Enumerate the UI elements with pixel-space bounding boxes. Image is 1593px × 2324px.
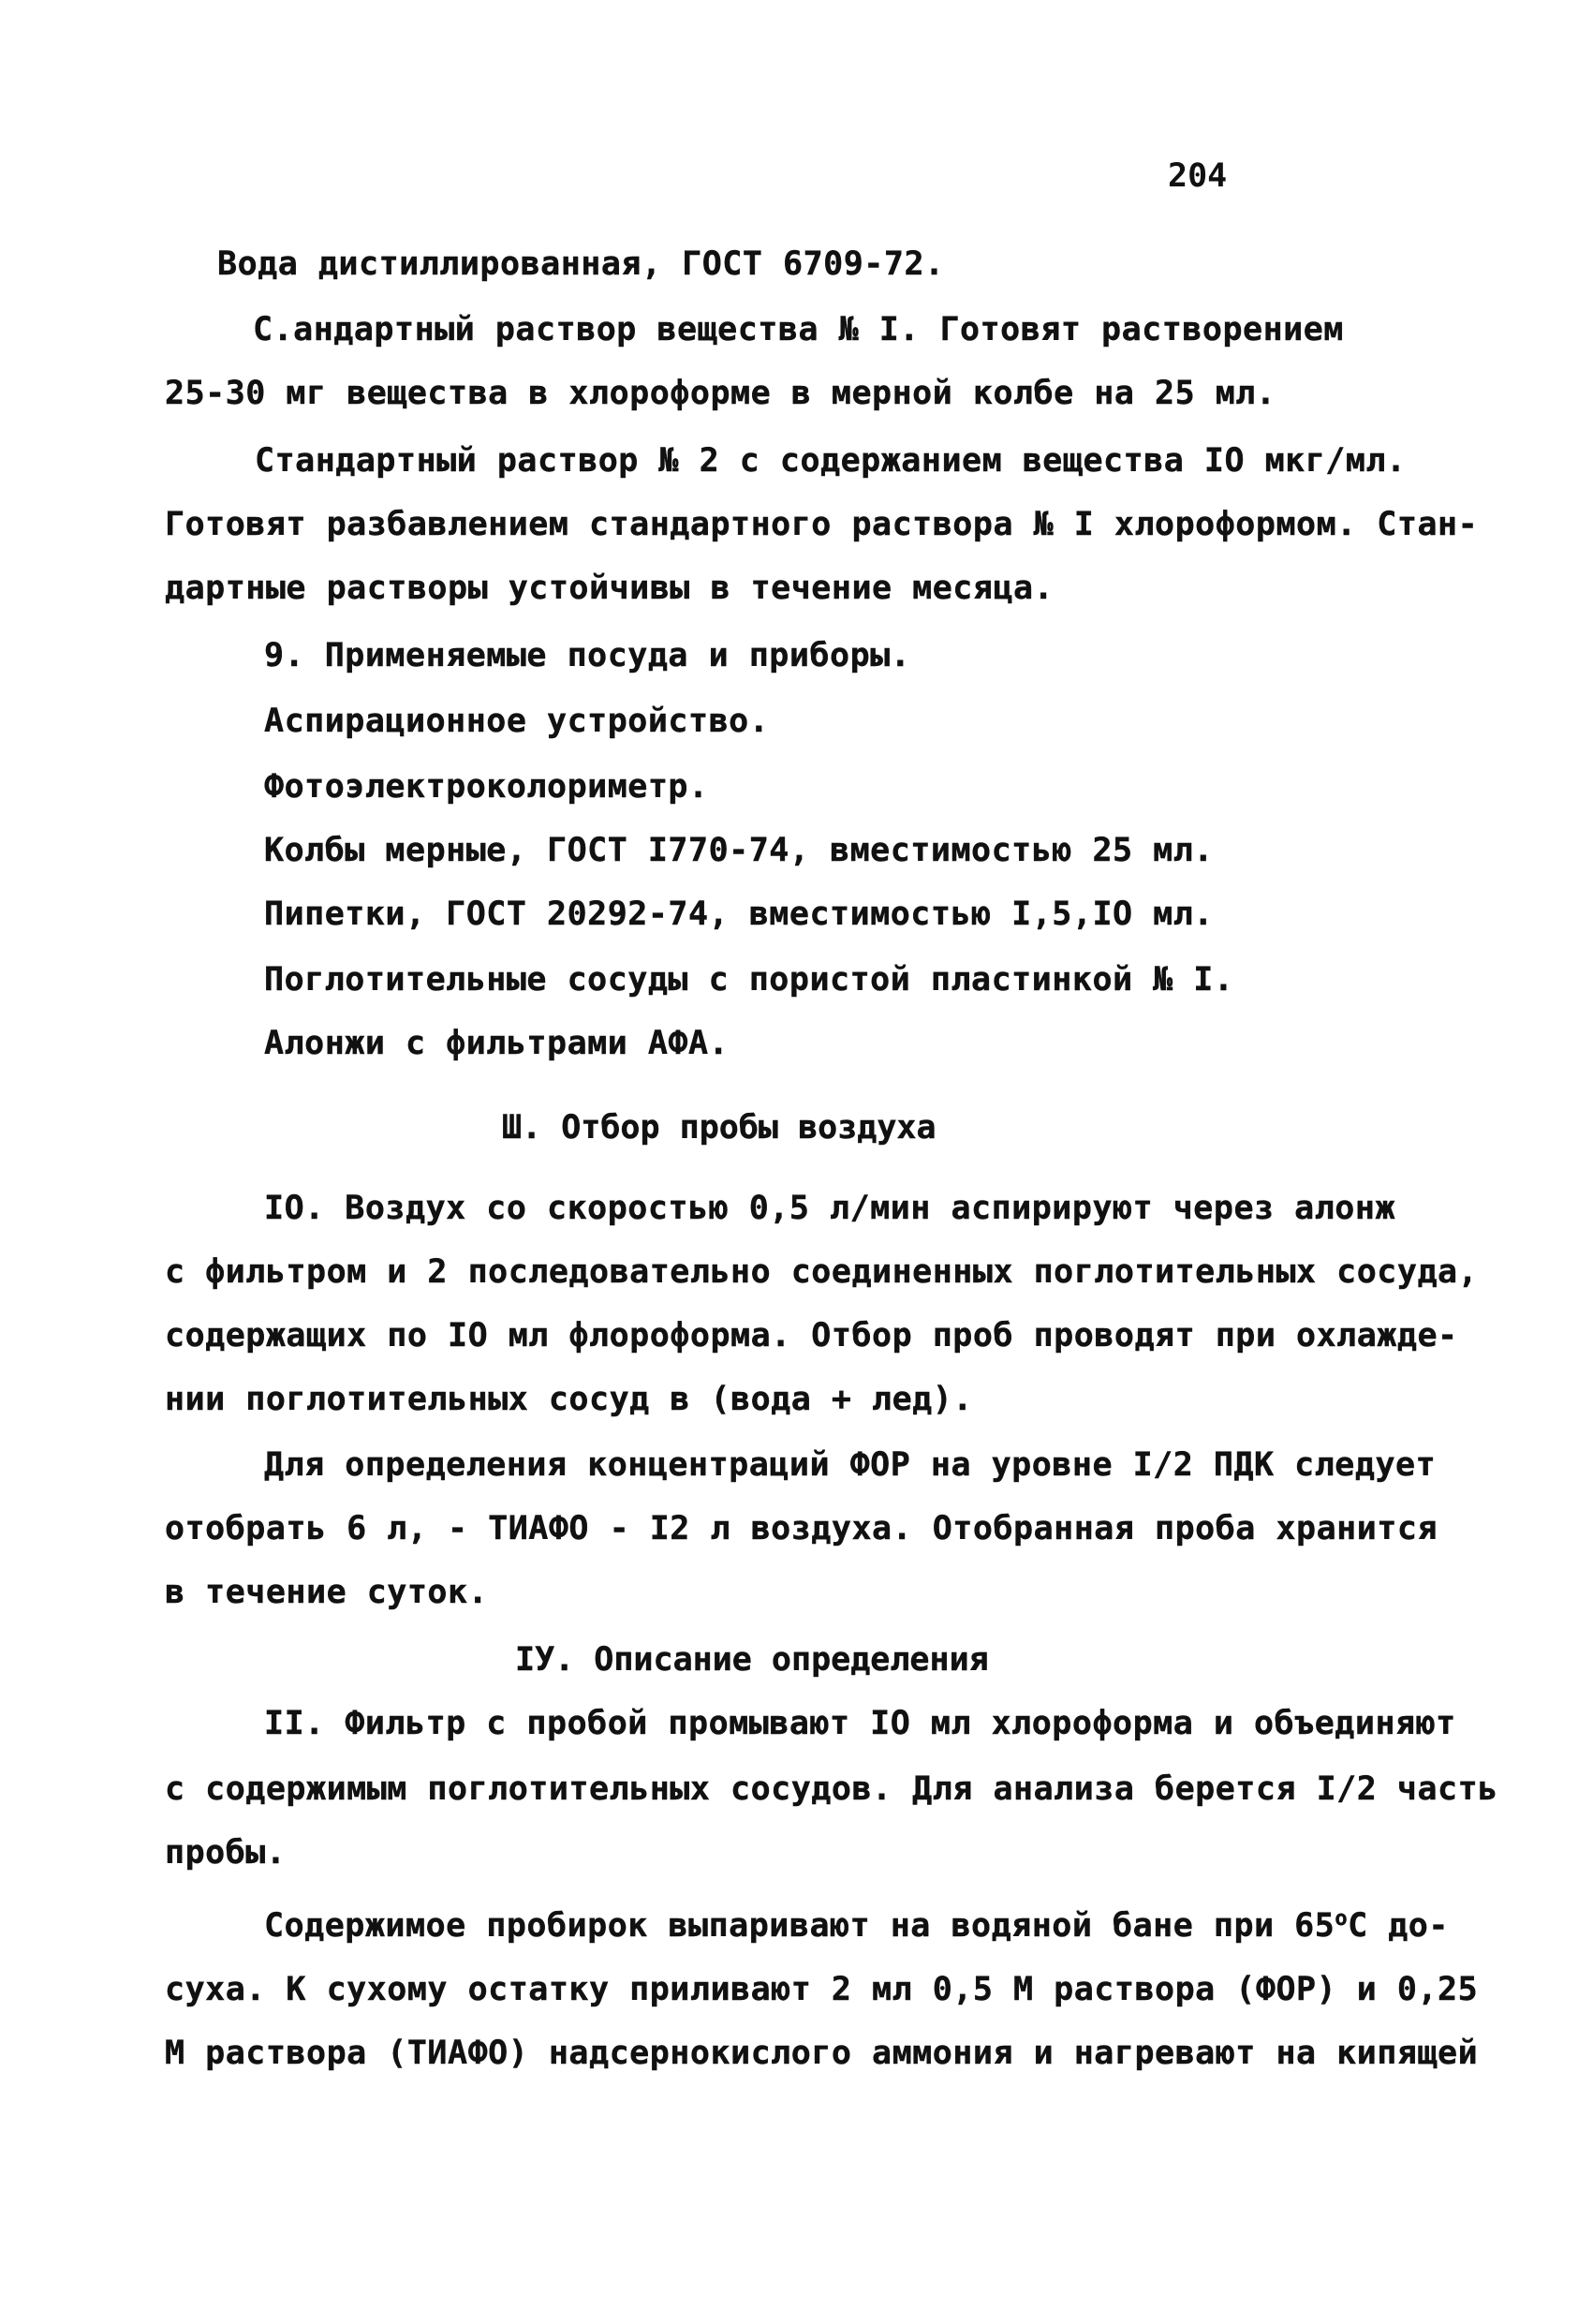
paragraph-10-line2: с фильтром и 2 последовательно соединенных поглотительных сосуда, (165, 1253, 1479, 1291)
paragraph-evaporation-line3: М раствора (ТИАФО) надсернокислого аммония и нагревают на кипящей (165, 2035, 1479, 2072)
paragraph-std2-line3: дартные растворы устойчивы в течение месяца. (165, 570, 1055, 607)
paragraph-11-line3: пробы. (165, 1834, 287, 1872)
paragraph-10-line1: IO. Воздух со скоростью 0,5 л/мин аспирируют через алонж (264, 1190, 1396, 1227)
paragraph-water: Вода дистиллированная, ГОСТ 6709-72. (217, 245, 945, 283)
equipment-item: Фотоэлектроколориметр. (264, 768, 709, 806)
equipment-item: Поглотительные сосуды с пористой пластинкой № I. (264, 961, 1234, 999)
equipment-title: 9. Применяемые посуда и приборы. (264, 637, 911, 674)
equipment-item: Колбы мерные, ГОСТ I770-74, вместимостью 25 мл. (264, 832, 1214, 869)
equipment-item: Аспирационное устройство. (264, 703, 770, 740)
paragraph-10-line3: содержащих по IO мл флороформа. Отбор проб проводят при охлажде- (165, 1317, 1458, 1354)
degree-superscript: о (1335, 1907, 1349, 1931)
paragraph-concentration-line3: в течение суток. (165, 1574, 489, 1611)
equipment-item: Пипетки, ГОСТ 20292-74, вместимостью I,5,IO мл. (264, 896, 1214, 933)
paragraph-11-line1: II. Фильтр с пробой промывают IO мл хлороформа и объединяют (264, 1705, 1456, 1742)
paragraph-concentration-line1: Для определения концентраций ФОР на уровне I/2 ПДК следует (264, 1446, 1437, 1484)
paragraph-10-line4: нии поглотительных сосуд в (вода + лед). (165, 1381, 973, 1418)
paragraph-std2-line2: Готовят разбавлением стандартного раствора № I хлороформом. Стан- (165, 506, 1479, 543)
section-3-heading: Ш. Отбор пробы воздуха (502, 1109, 937, 1147)
evaporation-text-start: Содержимое пробирок выпаривают на водяной бане при 65 (264, 1907, 1335, 1945)
paragraph-concentration-line2: отобрать 6 л, - ТИАФО - I2 л воздуха. Отобранная проба хранится (165, 1510, 1438, 1547)
paragraph-11-line2: с содержимым поглотительных сосудов. Для анализа берется I/2 часть (165, 1770, 1498, 1808)
paragraph-std2-line1: Стандартный раствор № 2 с содержанием вещества IO мкг/мл. (255, 442, 1407, 480)
page-number: 204 (1168, 157, 1228, 195)
paragraph-evaporation-line1 (264, 1907, 1449, 1945)
paragraph-std1-line2: 25-30 мг вещества в хлороформе в мерной колбе на 25 мл. (165, 375, 1276, 412)
equipment-item: Алонжи с фильтрами АФА. (264, 1025, 730, 1062)
paragraph-evaporation-line2: суха. К сухому остатку приливают 2 мл 0,5 М раствора (ФОР) и 0,25 (165, 1971, 1479, 2008)
section-4-heading: IУ. Описание определения (515, 1641, 989, 1679)
paragraph-std1-line1: С.андартный раствор вещества № I. Готовят растворением (253, 311, 1344, 348)
evaporation-text-end: С до- (1348, 1907, 1449, 1945)
